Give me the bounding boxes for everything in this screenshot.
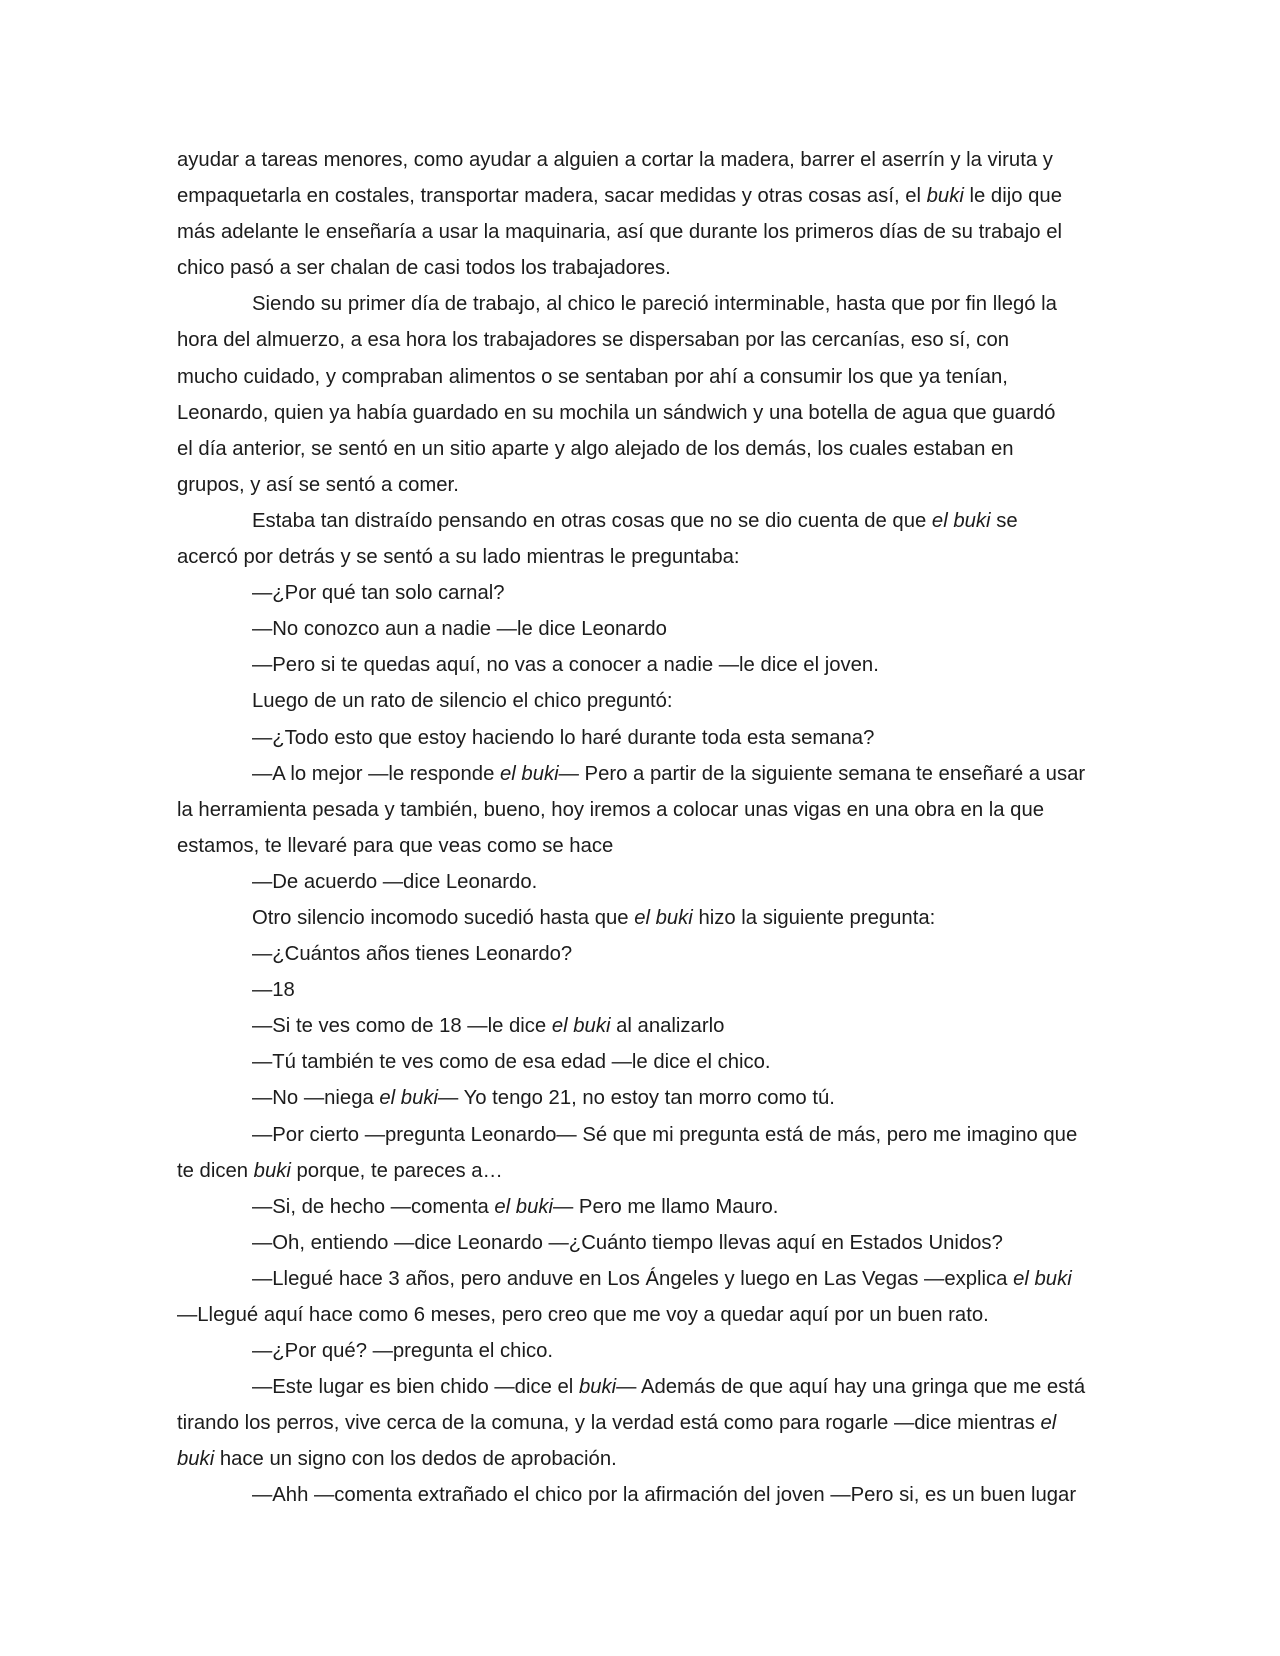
text-line: [177, 250, 1097, 286]
text-segment: —No conozco aun a nadie —le dice Leonardo: [252, 618, 667, 641]
text-segment: —Llegué aquí hace como 6 meses, pero creo que me voy a quedar aquí por un buen rato.: [177, 1304, 989, 1326]
text-segment: hora del almuerzo, a esa hora los trabajadores se dispersaban por las cercanías, eso sí, con: [177, 329, 1009, 352]
text-line: [177, 1225, 1097, 1261]
text-segment: Estaba tan distraído pensando en otras cosas que no se dio cuenta de que: [252, 509, 932, 532]
italic-text: el buki: [931, 509, 991, 532]
text-segment: —18: [252, 979, 295, 1002]
text-segment: Leonardo, quien ya había guardado en su mochila un sándwich y una botella de agua que guardó: [177, 401, 1056, 424]
text-line: [177, 1153, 1097, 1189]
text-segment: — Pero me llamo Mauro.: [553, 1195, 779, 1218]
text-segment: chico pasó a ser chalan de casi todos los trabajadores.: [177, 257, 671, 280]
text-segment: —Pero si te quedas aquí, no vas a conocer a nadie —le dice el joven.: [252, 654, 879, 677]
text-line: [177, 503, 1097, 539]
text-segment: Siendo su primer día de trabajo, al chico le pareció interminable, hasta que por fin llegó la: [252, 293, 1057, 316]
text-line: [177, 322, 1097, 358]
text-segment: porque, te pareces a…: [290, 1159, 503, 1182]
text-segment: — Pero a partir de la siguiente semana te enseñaré a usar: [558, 762, 1086, 785]
text-line: [177, 1441, 1097, 1477]
text-segment: — Yo tengo 21, no estoy tan morro como tú.: [438, 1087, 835, 1110]
text-segment: Luego de un rato de silencio el chico preguntó:: [252, 690, 673, 713]
italic-text: el buki: [379, 1087, 439, 1110]
text-line: [177, 972, 1097, 1008]
text-line: [177, 720, 1097, 756]
text-segment: estamos, te llevaré para que veas como se hace: [177, 834, 614, 857]
italic-text: el: [1040, 1412, 1057, 1435]
text-line: [177, 611, 1097, 647]
text-line: [177, 1405, 1097, 1441]
text-segment: —Llegué hace 3 años, pero anduve en Los Ángeles y luego en Las Vegas —explica: [252, 1267, 1014, 1290]
text-segment: —De acuerdo —dice Leonardo.: [252, 870, 538, 893]
italic-text: el buki: [1013, 1267, 1072, 1290]
text-segment: se: [990, 509, 1018, 532]
italic-text: el buki: [634, 906, 693, 929]
text-segment: —¿Todo esto que estoy haciendo lo haré durante toda esta semana?: [252, 726, 875, 749]
text-segment: —¿Por qué? —pregunta el chico.: [252, 1340, 554, 1363]
text-line: [177, 142, 1097, 178]
text-line: [177, 575, 1097, 611]
text-line: [177, 178, 1097, 214]
text-segment: te dicen: [177, 1159, 254, 1182]
text-segment: —Por cierto —pregunta Leonardo— Sé que mi pregunta está de más, pero me imagino que: [252, 1123, 1078, 1146]
text-line: [177, 1189, 1097, 1225]
text-line: [177, 828, 1097, 864]
text-line: [177, 1008, 1097, 1044]
text-segment: — Además de que aquí hay una gringa que me está: [616, 1376, 1086, 1399]
text-line: [177, 286, 1097, 322]
text-line: [177, 467, 1097, 503]
text-line: [177, 936, 1097, 972]
italic-text: buki: [177, 1448, 215, 1471]
text-segment: Otro silencio incomodo sucedió hasta que: [252, 906, 635, 929]
text-segment: —Este lugar es bien chido —dice el: [252, 1376, 579, 1399]
text-line: [177, 756, 1097, 792]
text-segment: al analizarlo: [610, 1015, 725, 1038]
text-line: [177, 214, 1097, 250]
text-segment: —Si, de hecho —comenta: [252, 1195, 495, 1218]
text-line: [177, 900, 1097, 936]
text-segment: grupos, y así se sentó a comer.: [177, 473, 459, 496]
text-line: [177, 683, 1097, 719]
italic-text: buki: [578, 1376, 617, 1399]
body-text: [177, 142, 1097, 1514]
text-segment: el día anterior, se sentó en un sitio aparte y algo alejado de los demás, los cuales estaban en: [177, 437, 1014, 460]
text-line: [177, 359, 1097, 395]
text-segment: le dijo que: [963, 185, 1062, 208]
text-segment: —Ahh —comenta extrañado el chico por la afirmación del joven —Pero si, es un buen lugar: [252, 1484, 1077, 1507]
text-line: [177, 395, 1097, 431]
italic-text: el buki: [551, 1015, 611, 1038]
text-line: [177, 1117, 1097, 1153]
text-segment: —¿Por qué tan solo carnal?: [252, 582, 505, 605]
italic-text: el buki: [494, 1195, 554, 1218]
text-segment: empaquetarla en costales, transportar madera, sacar medidas y otras cosas así, el: [177, 185, 927, 208]
text-segment: mucho cuidado, y compraban alimentos o se sentaban por ahí a consumir los que ya tenían,: [177, 365, 1008, 388]
text-segment: ayudar a tareas menores, como ayudar a alguien a cortar la madera, barrer el aserrín y la viruta y: [177, 149, 1053, 171]
text-segment: hizo la siguiente pregunta:: [692, 906, 936, 929]
text-line: [177, 1261, 1097, 1297]
italic-text: buki: [253, 1159, 291, 1182]
text-segment: —Oh, entiendo —dice Leonardo —¿Cuánto tiempo llevas aquí en Estados Unidos?: [252, 1231, 1003, 1254]
text-segment: —Tú también te ves como de esa edad —le dice el chico.: [252, 1051, 771, 1074]
text-line: [177, 539, 1097, 575]
text-segment: hace un signo con los dedos de aprobación.: [214, 1448, 617, 1471]
text-line: [177, 1044, 1097, 1080]
text-line: [177, 1297, 1097, 1333]
text-segment: tirando los perros, vive cerca de la comuna, y la verdad está como para rogarle —dice mientras: [177, 1412, 1041, 1435]
text-segment: —A lo mejor —le responde: [252, 762, 500, 785]
text-line: [177, 647, 1097, 683]
text-line: [177, 1333, 1097, 1369]
text-segment: acercó por detrás y se sentó a su lado mientras le preguntaba:: [177, 546, 740, 569]
text-segment: —¿Cuántos años tienes Leonardo?: [252, 943, 573, 966]
text-line: [177, 1080, 1097, 1116]
text-line: [177, 864, 1097, 900]
text-line: [177, 792, 1097, 828]
text-segment: —Si te ves como de 18 —le dice: [252, 1015, 552, 1038]
text-line: [177, 431, 1097, 467]
text-segment: —No —niega: [252, 1087, 380, 1110]
text-line: [177, 1477, 1097, 1513]
text-segment: más adelante le enseñaría a usar la maquinaria, así que durante los primeros días de su trabajo el: [177, 221, 1063, 244]
italic-text: buki: [926, 185, 964, 208]
text-line: [177, 1369, 1097, 1405]
text-segment: la herramienta pesada y también, bueno, hoy iremos a colocar unas vigas en una obra en la que: [177, 798, 1045, 821]
italic-text: el buki: [500, 762, 559, 785]
